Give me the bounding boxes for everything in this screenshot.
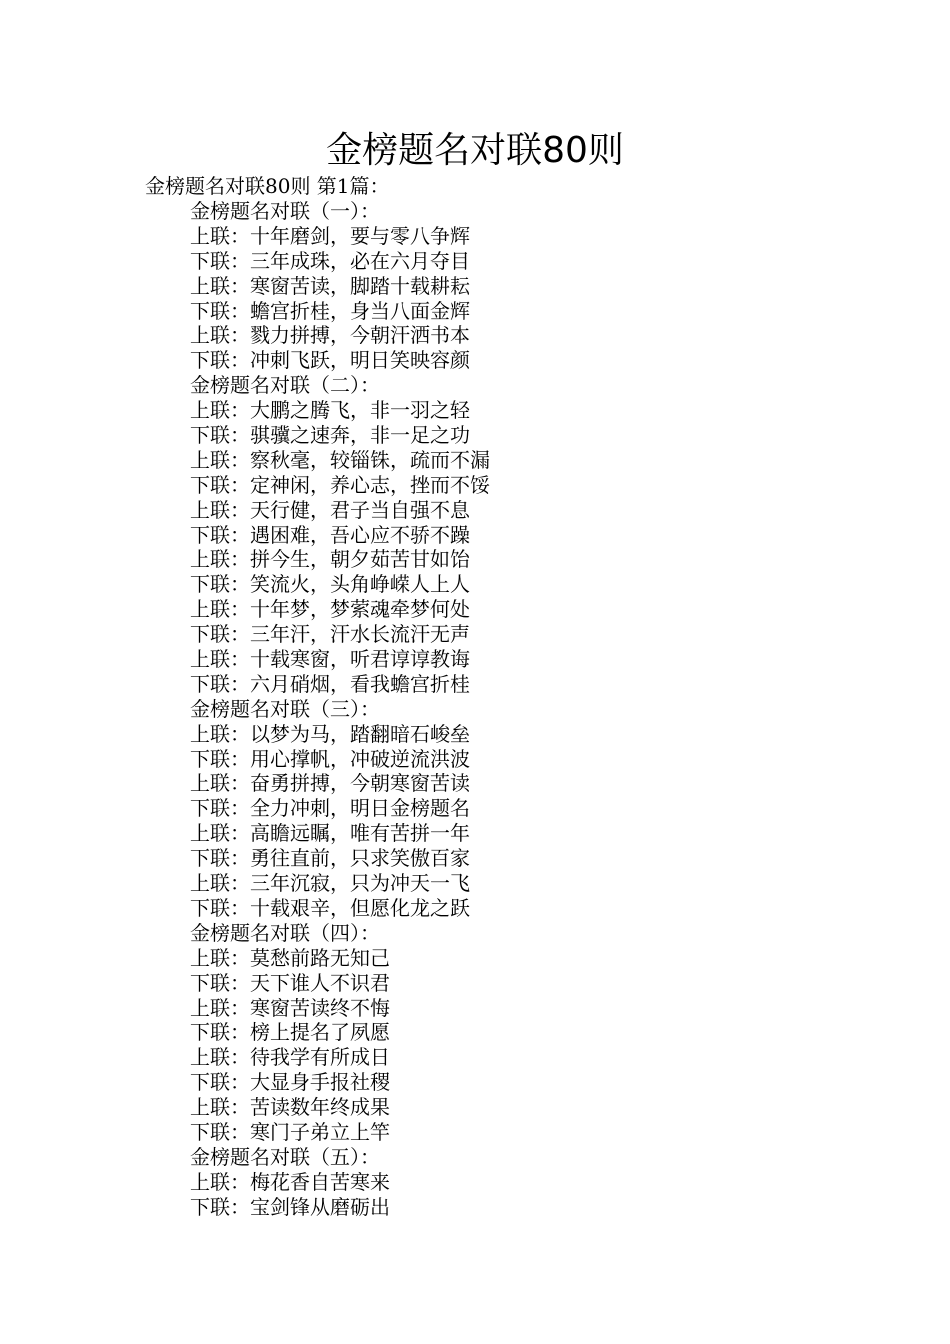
- couplet-line: 下联：六月硝烟，看我蟾宫折桂: [190, 671, 470, 696]
- couplet-line: 上联：高瞻远瞩，唯有苦拼一年: [190, 821, 470, 846]
- couplet-line: 下联：榜上提名了夙愿: [190, 1020, 390, 1045]
- couplet-line: 下联：用心撑帆，冲破逆流洪波: [190, 746, 470, 771]
- section-heading: 金榜题名对联（一）：: [190, 199, 380, 223]
- couplet-line: 上联：三年沉寂，只为冲天一飞: [190, 871, 470, 896]
- couplet-line: 上联：十年磨剑，要与零八争辉: [190, 223, 470, 248]
- couplet-line: 上联：待我学有所成日: [190, 1045, 390, 1070]
- document-title: 金榜题名对联80则: [326, 130, 624, 171]
- couplet-line: 下联：冲刺飞跃，明日笑映容颜: [190, 348, 470, 373]
- couplet-line: 下联：十载艰辛，但愿化龙之跃: [190, 895, 470, 920]
- couplet-line: 下联：笑流火，头角峥嵘人上人: [190, 572, 470, 597]
- couplet-line: 下联：骐骥之速奔，非一足之功: [190, 423, 470, 448]
- couplet-line: 上联：察秋毫，较锱铢，疏而不漏: [190, 447, 490, 472]
- couplet-line: 上联：以梦为马，踏翻暗石峻垒: [190, 721, 470, 746]
- couplet-line: 上联：奋勇拼搏，今朝寒窗苦读: [190, 771, 470, 796]
- couplet-line: 下联：全力冲刺，明日金榜题名: [190, 796, 470, 821]
- couplet-line: 上联：苦读数年终成果: [190, 1095, 390, 1120]
- couplet-line: 上联：天行健，君子当自强不息: [190, 497, 470, 522]
- couplet-line: 下联：三年成珠，必在六月夺目: [190, 248, 470, 273]
- section-heading: 金榜题名对联（五）：: [190, 1144, 380, 1169]
- couplet-line: 下联：大显身手报社稷: [190, 1070, 390, 1095]
- section-heading: 金榜题名对联（三）：: [190, 696, 380, 721]
- couplet-line: 上联：寒窗苦读终不悔: [190, 995, 390, 1020]
- couplet-list: [190, 199, 490, 1220]
- couplet-line: 下联：蟾宫折桂，身当八面金辉: [190, 298, 470, 323]
- section-heading: 金榜题名对联（四）：: [190, 920, 380, 945]
- couplet-line: 下联：定神闲，养心志，挫而不馁: [190, 472, 490, 497]
- couplet-line: 上联：戮力拼搏，今朝汗洒书本: [190, 323, 470, 348]
- couplet-line: 下联：遇困难，吾心应不骄不躁: [190, 522, 470, 547]
- couplet-line: 上联：梅花香自苦寒来: [190, 1169, 390, 1194]
- document-subtitle: 金榜题名对联80则 第1篇：: [145, 174, 390, 198]
- couplet-line: 上联：十载寒窗，听君谆谆教诲: [190, 647, 470, 672]
- couplet-line: 下联：宝剑锋从磨砺出: [190, 1194, 390, 1219]
- couplet-line: 上联：莫愁前路无知己: [190, 945, 390, 970]
- couplet-line: 上联：寒窗苦读，脚踏十载耕耘: [190, 273, 470, 298]
- couplet-line: 上联：十年梦，梦萦魂牵梦何处: [190, 597, 470, 622]
- couplet-line: 下联：天下谁人不识君: [190, 970, 390, 995]
- couplet-line: 下联：寒门子弟立上竿: [190, 1119, 390, 1144]
- section-heading: 金榜题名对联（二）：: [190, 373, 380, 398]
- couplet-line: 下联：三年汗，汗水长流汗无声: [190, 622, 470, 647]
- couplet-line: 上联：大鹏之腾飞，非一羽之轻: [190, 398, 470, 423]
- couplet-line: 上联：拼今生，朝夕茹苦甘如饴: [190, 547, 470, 572]
- couplet-line: 下联：勇往直前，只求笑傲百家: [190, 846, 470, 871]
